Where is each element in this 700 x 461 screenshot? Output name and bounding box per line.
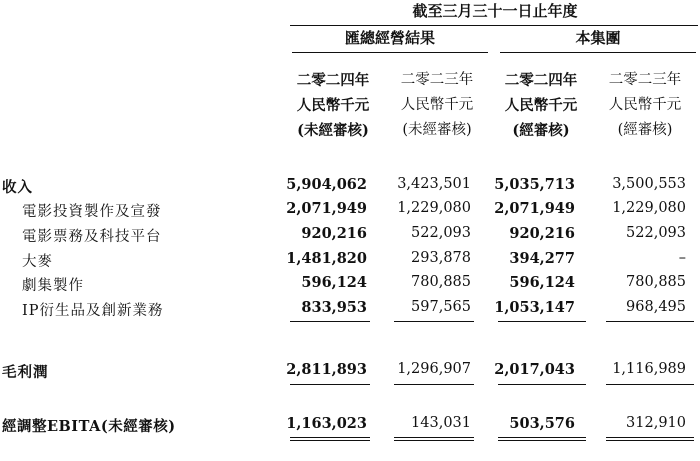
combined-group-underline: [292, 52, 488, 53]
subtotal-underline: [606, 321, 694, 322]
column-header-1: [283, 68, 383, 143]
total-underline: [290, 384, 370, 385]
value-cell: 522,093: [411, 225, 471, 241]
column-year: 二零二三年: [608, 72, 682, 88]
value-cell: –: [678, 250, 686, 266]
value-cell: 920,216: [301, 225, 367, 242]
column-header-4: [595, 68, 695, 143]
value-cell: 3,500,553: [612, 176, 686, 192]
subtotal-underline: [394, 321, 474, 322]
value-cell: 1,229,080: [397, 200, 471, 216]
value-cell: 312,910: [626, 415, 686, 431]
row-label-damai: 大麥: [22, 254, 53, 270]
double-underline: [606, 437, 694, 438]
subtotal-underline: [498, 321, 586, 322]
double-underline: [290, 437, 370, 438]
value-cell: 3,423,501: [397, 176, 471, 192]
period-heading: 截至三月三十一日止年度: [412, 2, 578, 20]
row-label-film-production: 電影投資製作及宣發: [22, 204, 162, 220]
value-cell: 596,124: [509, 274, 575, 291]
row-label-adjusted-ebita: 經調整EBITA(未經審核): [2, 418, 176, 435]
total-underline: [606, 384, 694, 385]
value-cell: 780,885: [411, 274, 471, 290]
value-cell: 293,878: [411, 250, 471, 266]
column-year: 二零二三年: [400, 72, 474, 88]
double-underline: [498, 440, 586, 441]
column-header-3: [491, 68, 591, 143]
column-year: 二零二四年: [504, 72, 578, 89]
value-cell: 2,017,043: [494, 361, 575, 378]
row-label-drama-production: 劇集製作: [22, 278, 84, 294]
column-audit: (未經審核): [402, 122, 472, 138]
column-unit: 人民幣千元: [400, 97, 474, 113]
column-unit: 人民幣千元: [504, 97, 578, 114]
subtotal-underline: [290, 321, 370, 322]
value-cell: 1,296,907: [397, 361, 471, 377]
period-underline: [290, 25, 698, 26]
value-cell: 2,071,949: [286, 200, 367, 217]
value-cell: 968,495: [626, 299, 686, 315]
value-cell: 1,481,820: [286, 250, 367, 267]
value-cell: 2,811,893: [286, 361, 367, 378]
value-cell: 596,124: [301, 274, 367, 291]
value-cell: 394,277: [509, 250, 575, 267]
value-cell: 5,904,062: [286, 176, 367, 193]
value-cell: 1,053,147: [494, 299, 575, 316]
column-unit: 人民幣千元: [608, 97, 682, 113]
company-group-underline: [500, 52, 696, 53]
row-label-revenue: 收入: [2, 179, 33, 196]
total-underline: [394, 384, 474, 385]
double-underline: [394, 440, 474, 441]
column-header-2: [387, 68, 487, 143]
value-cell: 597,565: [411, 299, 471, 315]
double-underline: [290, 440, 370, 441]
combined-group-heading: 匯總經營結果: [344, 29, 435, 47]
value-cell: 2,071,949: [494, 200, 575, 217]
column-audit: (未經審核): [297, 122, 369, 139]
value-cell: 503,576: [509, 415, 575, 432]
value-cell: 1,163,023: [286, 415, 367, 432]
column-year: 二零二四年: [296, 72, 370, 89]
value-cell: 920,216: [509, 225, 575, 242]
value-cell: 833,953: [301, 299, 367, 316]
value-cell: 1,229,080: [612, 200, 686, 216]
row-label-ip-business: IP衍生品及創新業務: [22, 303, 164, 319]
column-audit: (經審核): [617, 122, 673, 138]
double-underline: [498, 437, 586, 438]
row-label-gross-profit: 毛利潤: [2, 364, 49, 381]
column-audit: (經審核): [512, 122, 570, 139]
column-unit: 人民幣千元: [296, 97, 370, 114]
total-underline: [498, 384, 586, 385]
value-cell: 1,116,989: [612, 361, 686, 377]
double-underline: [394, 437, 474, 438]
row-label-ticketing-platform: 電影票務及科技平台: [22, 229, 162, 245]
value-cell: 522,093: [626, 225, 686, 241]
value-cell: 5,035,713: [494, 176, 575, 193]
double-underline: [606, 440, 694, 441]
value-cell: 780,885: [626, 274, 686, 290]
company-group-heading: 本集團: [575, 29, 621, 47]
value-cell: 143,031: [411, 415, 471, 431]
